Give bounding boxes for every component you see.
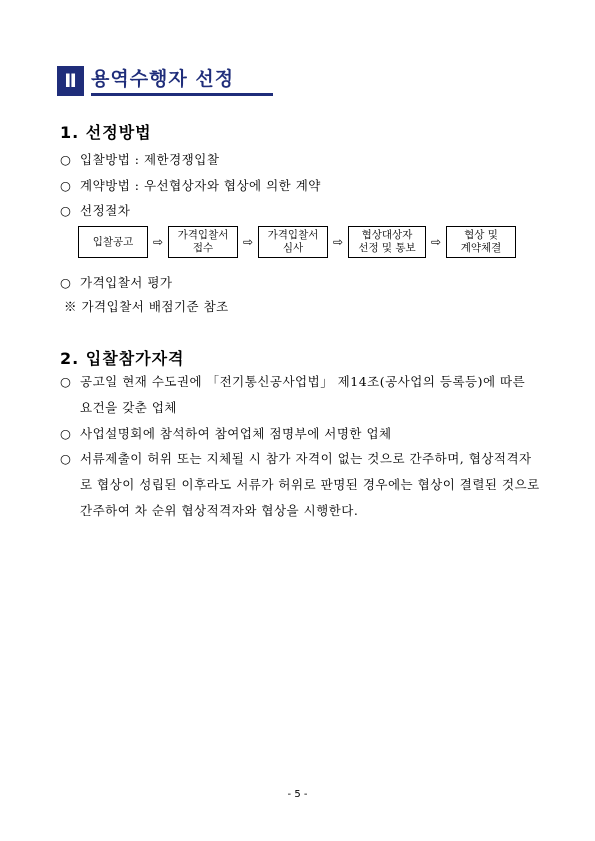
list-item bbox=[60, 421, 540, 447]
flow-step-label: 입찰공고 bbox=[92, 235, 134, 248]
section-2-title: 2. 입찰참가자격 bbox=[60, 349, 185, 368]
chapter-header bbox=[57, 62, 273, 96]
section-1-title: 1. 선정방법 bbox=[60, 123, 152, 142]
contract-method-text: 계약방법 : 우선협상자와 협상에 의한 계약 bbox=[80, 178, 321, 193]
bid-method-text: 입찰방법 : 제한경쟁입찰 bbox=[80, 152, 220, 167]
price-evaluation-text: 가격입찰서 평가 bbox=[80, 275, 173, 290]
qualification-text: 사업설명회에 참석하여 참여업체 점명부에 서명한 업체 bbox=[80, 426, 392, 441]
right-arrow-icon: ⇨ bbox=[152, 235, 164, 249]
flow-step-label: 선정 및 통보 bbox=[358, 242, 416, 254]
list-item bbox=[60, 176, 321, 194]
qualification-text: 공고일 현재 수도권에 「전기통신공사업법」 제14조(공사업의 등록등)에 따른 요건을 갖춘 업체 bbox=[80, 374, 526, 415]
chapter-number-badge: Ⅱ bbox=[57, 66, 84, 96]
bullet-circle: ○ bbox=[60, 451, 72, 466]
selection-procedure-text: 선정절차 bbox=[80, 203, 131, 218]
bullet-circle: ○ bbox=[60, 275, 72, 290]
flow-step-label: 협상대상자 bbox=[361, 229, 413, 241]
bullet-circle: ○ bbox=[60, 203, 72, 218]
flow-step-label: 접수 bbox=[192, 242, 214, 254]
bullet-circle: ○ bbox=[60, 426, 72, 441]
flow-step-label: 협상 및 bbox=[464, 229, 498, 241]
right-arrow-icon: ⇨ bbox=[242, 235, 254, 249]
qualification-text: 서류제출이 허위 또는 지체될 시 참가 자격이 없는 것으로 간주하며, 협상적격자로 협상이 성립된 이후라도 서류가 허위로 판명된 경우에는 협상이 결렬된 것으로 간주하여 차 순위 협상적격자와 협상을 시행한다. bbox=[80, 451, 540, 518]
flow-step-box bbox=[446, 226, 516, 258]
flow-step-box bbox=[348, 226, 426, 258]
list-item bbox=[60, 446, 540, 524]
list-item bbox=[60, 369, 540, 421]
flow-step-box bbox=[258, 226, 328, 258]
right-arrow-icon: ⇨ bbox=[430, 235, 442, 249]
bullet-circle: ○ bbox=[60, 178, 72, 193]
flow-step-label: 가격입찰서 bbox=[267, 229, 319, 241]
bullet-circle: ○ bbox=[60, 152, 72, 167]
selection-procedure-flow bbox=[78, 225, 516, 259]
right-arrow-icon: ⇨ bbox=[332, 235, 344, 249]
flow-step-label: 심사 bbox=[282, 242, 304, 254]
page-number: - 5 - bbox=[287, 789, 308, 800]
list-item bbox=[60, 150, 219, 168]
flow-step-box bbox=[78, 226, 148, 258]
list-item bbox=[60, 273, 173, 291]
flow-step-box bbox=[168, 226, 238, 258]
chapter-title-underline bbox=[91, 64, 273, 96]
chapter-title: 용역수행자 선정 bbox=[91, 68, 235, 90]
bullet-circle: ○ bbox=[60, 374, 72, 389]
flow-step-label: 계약체결 bbox=[460, 242, 502, 254]
flow-step-label: 가격입찰서 bbox=[177, 229, 229, 241]
list-item bbox=[60, 201, 130, 219]
reference-note: ※ 가격입찰서 배점기준 참조 bbox=[64, 299, 229, 314]
